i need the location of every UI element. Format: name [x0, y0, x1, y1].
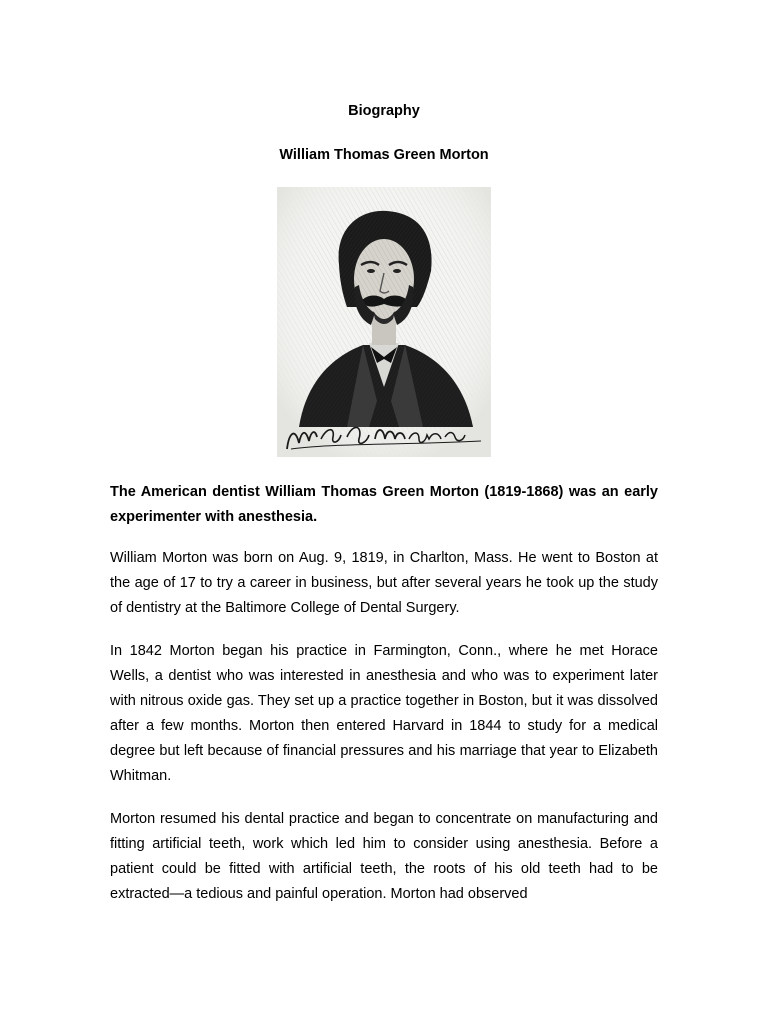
body-paragraph: In 1842 Morton began his practice in Farmington, Conn., where he met Horace Wells, a dentist who was interested in anesthesia and who was to experiment later with nitrous oxide gas. They set up a practice together in Boston, but it was dissolved after a few months. Morton then entered Harvard in 1844 to study for a medical degree but left because of financial pressures and his marriage that year to Elizabeth Whitman. — [110, 643, 658, 784]
lead-paragraph: The American dentist William Thomas Green Morton (1819-1868) was an early experimenter with anesthesia. — [110, 484, 658, 525]
document-heading: Biography — [348, 103, 420, 119]
body-paragraph: William Morton was born on Aug. 9, 1819, in Charlton, Mass. He went to Boston at the age of 17 to try a career in business, but after several years he took up the study of dentistry at the Baltimore College of Dental Surgery. — [110, 550, 658, 616]
subject-name-heading: William Thomas Green Morton — [279, 147, 489, 163]
body-paragraph: Morton resumed his dental practice and began to concentrate on manufacturing and fitting artificial teeth, work which led him to consider using anesthesia. Before a patient could be fitted with artificial teeth, the roots of his old teeth had to be extracted—a tedious and painful operation. Morton had observed — [110, 811, 658, 902]
portrait-image — [277, 187, 491, 457]
